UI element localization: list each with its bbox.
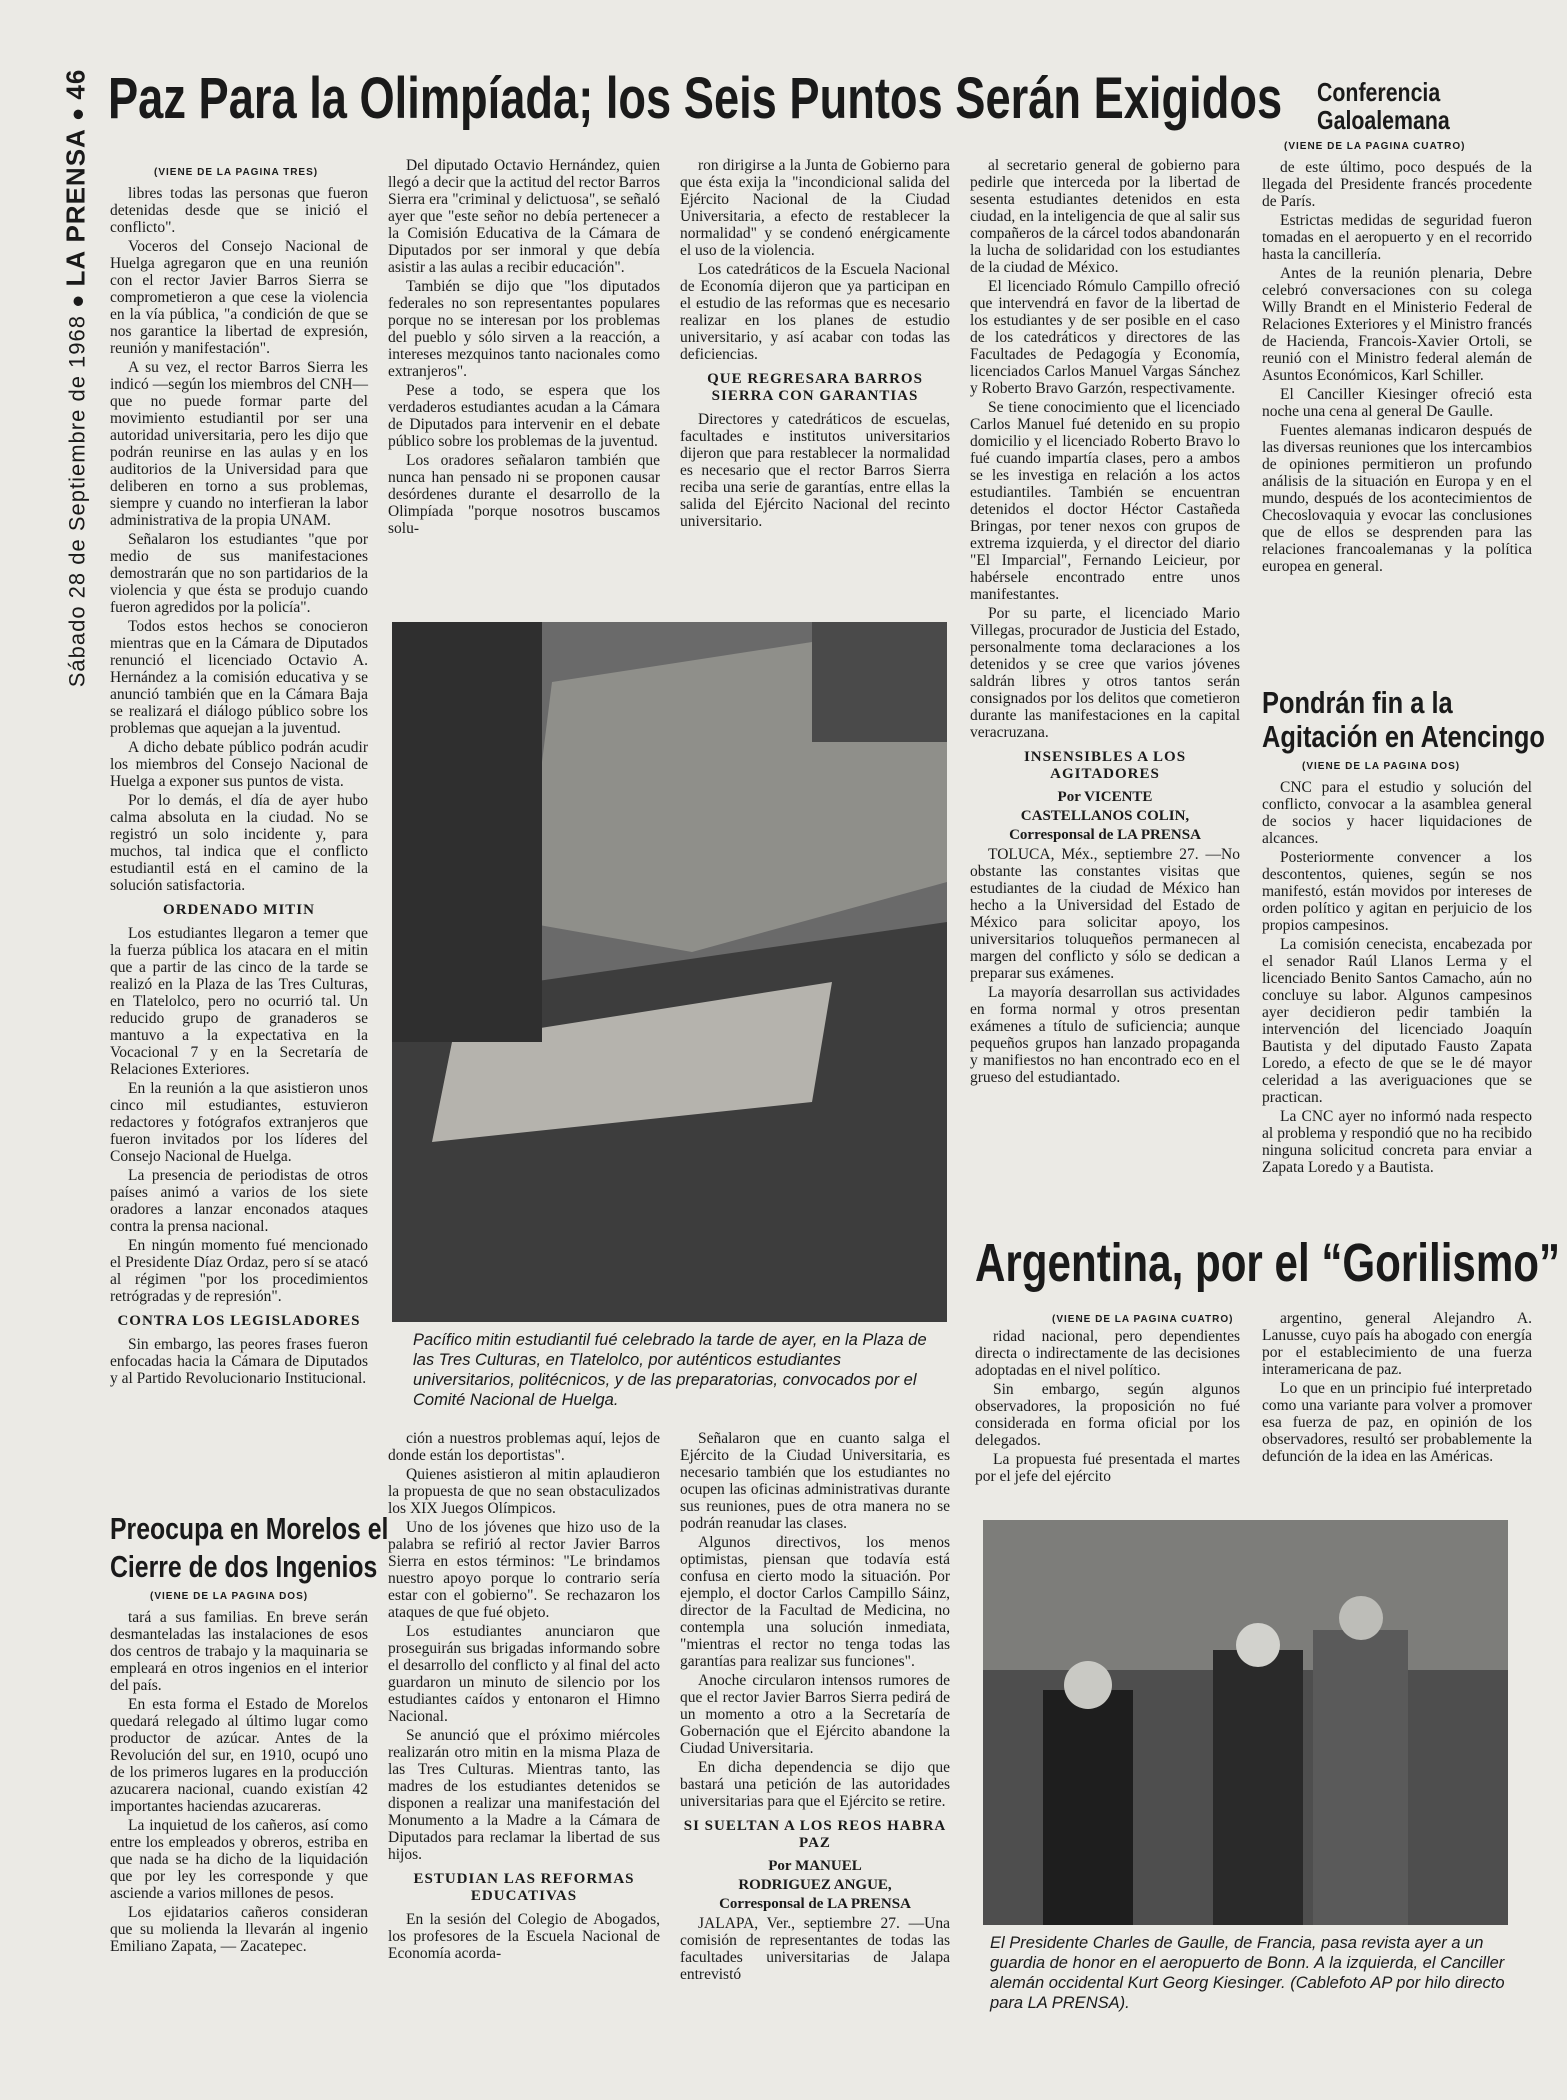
paragraph: En dicha dependencia se dijo que bastará una petición de las autoridades universitarias para que el Ejército se retire. bbox=[680, 1759, 950, 1810]
paragraph: Los estudiantes anunciaron que proseguirán sus brigadas informando sobre el desarrollo del conflicto y al final del acto guardaron un minuto de silencio por los estudiantes caídos y entonaron el Himno Nacional. bbox=[388, 1623, 660, 1725]
article-column-4 bbox=[970, 157, 1240, 1088]
paragraph: Los ejidatarios cañeros consideran que su molienda la llevarán al ingenio Emiliano Zapata, — Zacatepec. bbox=[110, 1904, 368, 1955]
paragraph: Los estudiantes llegaron a temer que la fuerza pública los atacara en el mitin que a partir de las cinco de la tarde se realizó en la Plaza de las Tres Culturas, en Tlatelolco, pero no ocurrió tal. Un reducido grupo de granaderos se mantuvo a la expectativa en la Vocacional 7 y en la Secretaría de Relaciones Exteriores. bbox=[110, 925, 368, 1078]
subheading: QUE REGRESARA BARROS SIERRA CON GARANTIAS bbox=[707, 371, 923, 404]
paragraph: Sin embargo, según algunos observadores, la proposición no fué considerada en forma oficial por los delegados. bbox=[975, 1381, 1240, 1449]
byline: Corresponsal de LA PRENSA bbox=[1009, 827, 1201, 843]
paragraph: Por su parte, el licenciado Mario Villegas, procurador de Justicia del Estado, personalmente toma declaraciones a los detenidos y se cree que varios jóvenes saldrán libres y otros tantos serán consignados por los delitos que cometieron durante las manifestaciones en la capital veracruzana. bbox=[970, 605, 1240, 741]
paragraph: En esta forma el Estado de Morelos quedará relegado al último lugar como productor de azúcar. Antes de la Revolución del sur, en 1910, ocupó uno de los primeros lugares en la producción azucarera nacional, cuando existían 42 importantes haciendas azucareras. bbox=[110, 1696, 368, 1815]
main-headline: Paz Para la Olimpíada; los Seis Puntos Serán Exigidos bbox=[108, 66, 1283, 131]
subheading: INSENSIBLES A LOS AGITADORES bbox=[1023, 749, 1187, 782]
byline: CASTELLANOS COLIN, bbox=[1020, 808, 1190, 824]
paragraph: JALAPA, Ver., septiembre 27. —Una comisión de representantes de todas las facultades universitarias de Jalapa entrevistó bbox=[680, 1915, 950, 1983]
paragraph: Señalaron los estudiantes "que por medio de sus manifestaciones demostrarán que no son partidarios de la violencia y que ésta se produjo cuando fueron agredidos por la policía". bbox=[110, 531, 368, 616]
paragraph: Señalaron que en cuanto salga el Ejército de la Ciudad Universitaria, es necesario también que los estudiantes no ocupen las oficinas administrativas durante sus reuniones, pues de otra manera no se podrán reanudar las clases. bbox=[680, 1430, 950, 1532]
page-sidebar bbox=[58, 68, 94, 688]
paragraph: La mayoría desarrollan sus actividades en forma normal y otros presentan exámenes a título de suficiencia; aunque pequeños grupos han lanzado propaganda y manifiestos no han encontrado eco en el grueso del estudiantado. bbox=[970, 984, 1240, 1086]
paragraph: argentino, general Alejandro A. Lanusse, cuyo país ha abogado con energía por el establecimiento de una fuerza interamericana de paz. bbox=[1262, 1310, 1532, 1378]
paragraph: En ningún momento fué mencionado el Presidente Díaz Ordaz, pero sí se atacó al régimen "por los procedimientos retrógradas y de represión". bbox=[110, 1237, 368, 1305]
paragraph: Del diputado Octavio Hernández, quien llegó a decir que la actitud del rector Barros Sierra era "criminal y delictuosa", se señaló ayer que "este señor no debía pertenecer a la Comisión Educativa de la Cámara de Diputados por ser inmoral y que debía asistir a las aulas a recibir educación". bbox=[388, 157, 660, 276]
article-conferencia bbox=[1262, 78, 1532, 577]
paragraph: libres todas las personas que fueron detenidas desde que se inició el conflicto". bbox=[110, 185, 368, 236]
article-column-2-continued bbox=[388, 1430, 660, 1964]
paragraph: Lo que en un principio fué interpretado como una variante para volver a promover esa fuerza de paz, en opinión de los observadores, resultó ser probablemente la defunción de la idea en las Américas. bbox=[1262, 1380, 1532, 1465]
photo-caption: Pacífico mitin estudiantil fué celebrado la tarde de ayer, en la Plaza de las Tres Culturas, en Tlatelolco, por auténticos estudiantes universitarios, politécnicos, y de las preparatorias, convocados por el Comité Nacional de Huelga. bbox=[413, 1331, 927, 1409]
paragraph: ron dirigirse a la Junta de Gobierno para que ésta exija la "incondicional salida del Ejército Nacional de la Ciudad Universitaria, a efecto de restablecer la normalidad" y se condenó enérgicamente el uso de la violencia. bbox=[680, 157, 950, 259]
article-headline: Cierre de dos Ingenios bbox=[110, 1549, 378, 1584]
page-number: 46 bbox=[60, 68, 91, 100]
paragraph: al secretario general de gobierno para pedirle que interceda por la libertad de sesenta estudiantes detenidos en esta ciudad, en la inteligencia de que al salir sus compañeros de la cárcel todos abandonarán la lucha de solidaridad con los estudiantes de la ciudad de México. bbox=[970, 157, 1240, 276]
de-gaulle-photo bbox=[983, 1520, 1508, 1925]
continued-from: (VIENE DE LA PAGINA CUATRO) bbox=[1284, 141, 1466, 152]
paragraph: Algunos directivos, los menos optimistas, piensan que todavía está confusa en cierto modo la situación. Por ejemplo, el doctor Carlos Campillo Sáinz, director de la Facultad de Medicina, no contempla una solución inmediata, "mientras el rector no tenga todas las garantías para realizar sus funciones". bbox=[680, 1534, 950, 1670]
paragraph: La inquietud de los cañeros, así como entre los empleados y obreros, estriba en que nada se ha dicho de la liquidación que por ley les corresponde y que asciende a varios millones de pesos. bbox=[110, 1817, 368, 1902]
continued-from: (VIENE DE LA PAGINA DOS) bbox=[1302, 761, 1461, 772]
paragraph: Sin embargo, las peores frases fueron enfocadas hacia la Cámara de Diputados y al Partido Revolucionario Institucional. bbox=[110, 1336, 368, 1387]
paragraph: Fuentes alemanas indicaron después de las diversas reuniones que los intercambios de opiniones permitieron un profundo análisis de la situación en Europa y en el mundo, después de los acontecimientos de Checoslovaquia y evocar las conclusiones que de ellos se desprenden para las relaciones francoalemanas y la política europea en general. bbox=[1262, 422, 1532, 575]
byline: Por MANUEL bbox=[768, 1858, 862, 1874]
continued-from: (VIENE DE LA PAGINA DOS) bbox=[150, 1591, 309, 1602]
article-atencingo bbox=[1262, 685, 1545, 1178]
paragraph: ción a nuestros problemas aquí, lejos de donde están los deportistas". bbox=[388, 1430, 660, 1464]
paragraph: Posteriormente convencer a los descontentos, quienes, según se nos manifestó, están movidos por intereses de orden político y agitan en perjuicio de los propios campesinos. bbox=[1262, 849, 1532, 934]
article-headline: Galoalemana bbox=[1317, 105, 1450, 135]
paragraph: La comisión cenecista, encabezada por el senador Raúl Llanos Lerma y el licenciado Benito Santos Camacho, aún no concluye su labor. Algunos campesinos ayer decidieron pedir también la intervención del licenciado Joaquín Bautista y del diputado Fausto Zapata Loredo, a efecto de que se le dé mayor celeridad a las averiguaciones que se practican. bbox=[1262, 936, 1532, 1106]
paragraph: A su vez, el rector Barros Sierra les indicó —según los miembros del CNH— que no puede formar parte del movimiento estudiantil por ser una autoridad universitaria, pero les dijo que podrán reunirse en las aulas y en los auditorios de la Universidad para que deliberen en torno a sus problemas, siempre y cuando no interfieran la labor administrativa de la propia UNAM. bbox=[110, 359, 368, 529]
paragraph: ridad nacional, pero dependientes directa o indirectamente de las decisiones adoptadas en el nivel político. bbox=[975, 1328, 1240, 1379]
sidebar-line bbox=[61, 69, 92, 688]
byline: Por VICENTE bbox=[1057, 789, 1153, 805]
paragraph: Anoche circularon intensos rumores de que el rector Javier Barros Sierra pedirá de un momento a otro a la Secretaría de Gobernación que el Ejército abandone la Ciudad Universitaria. bbox=[680, 1672, 950, 1757]
paragraph: Uno de los jóvenes que hizo uso de la palabra se refirió al rector Javier Barros Sierra en estos términos: "Le brindamos nuestro apoyo porque lo contrario sería estar con el gobierno". Se rechazaron los ataques de que fué objeto. bbox=[388, 1519, 660, 1621]
paragraph: Quienes asistieron al mitin aplaudieron la propuesta de que no sean obstaculizados los XIX Juegos Olímpicos. bbox=[388, 1466, 660, 1517]
article-headline: Preocupa en Morelos el bbox=[110, 1511, 389, 1546]
paragraph: El Canciller Kiesinger ofreció esta noche una cena al general De Gaulle. bbox=[1262, 386, 1532, 420]
paragraph: Los catedráticos de la Escuela Nacional de Economía dijeron que ya participan en el estudio de las reformas que es necesario realizar en los planes de estudio universitario, y así acabar con todas las deficiencias. bbox=[680, 261, 950, 363]
separator-dot: ● bbox=[64, 106, 90, 122]
article-column-2 bbox=[388, 157, 660, 539]
paragraph: Directores y catedráticos de escuelas, facultades e institutos universitarios dijeron que para restablecer la normalidad es necesario que el rector Barros Sierra reciba una serie de garantías, entre ellas la salida del Ejército Nacional del recinto universitario. bbox=[680, 411, 950, 530]
subheading: SI SUELTAN A LOS REOS HABRA PAZ bbox=[683, 1818, 947, 1851]
article-headline: Pondrán fin a la bbox=[1262, 685, 1453, 720]
paragraph: TOLUCA, Méx., septiembre 27. —No obstante las constantes visitas que estudiantes de la ciudad de México han hecho a la Universidad del Estado de México para solicitar apoyo, los universitarios toluqueños permanecen al margen del conflicto y sólo se dedican a preparar sus exámenes. bbox=[970, 846, 1240, 982]
paragraph: Voceros del Consejo Nacional de Huelga agregaron que en una reunión con el rector Javier Barros Sierra se comprometieron a que cese la violencia en la vía pública, "a condición de que se nos garantice la libertad de expresión, reunión y manifestación". bbox=[110, 238, 368, 357]
article-column-1 bbox=[110, 160, 368, 1389]
article-column-3-continued bbox=[680, 1430, 950, 1985]
paragraph: El licenciado Rómulo Campillo ofreció que intervendrá en favor de la libertad de los estudiantes y de ser posible en el caso de los catedráticos y directores de las Facultades de Pedagogía y Economía, licenciados Carlos Manuel Vargas Sánchez y Roberto Bravo Garzón, respectivamente. bbox=[970, 278, 1240, 397]
student-rally-photo bbox=[392, 622, 947, 1322]
continued-from: (VIENE DE LA PAGINA CUATRO) bbox=[1052, 1314, 1234, 1325]
byline: RODRIGUEZ ANGUE, bbox=[738, 1877, 892, 1893]
paragraph: La propuesta fué presentada el martes por el jefe del ejército bbox=[975, 1451, 1240, 1485]
byline: Corresponsal de LA PRENSA bbox=[719, 1896, 911, 1912]
paragraph: También se dijo que "los diputados federales no son representantes populares porque no se interesan por los problemas del pueblo y sólo sirven a la reacción, a intereses mezquinos tanto nacionales como extranjeros". bbox=[388, 278, 660, 380]
rally-photo-image bbox=[392, 622, 947, 1322]
paragraph: Se anunció que el próximo miércoles realizarán otro mitin en la misma Plaza de las Tres Culturas. Mientras tanto, las madres de los estudiantes detenidos se disponen a realizar una manifestación del Monumento a la Madre a la Cámara de Diputados para reclamar la libertad de sus hijos. bbox=[388, 1727, 660, 1863]
continued-from: (VIENE DE LA PAGINA TRES) bbox=[154, 167, 319, 178]
photo-caption: El Presidente Charles de Gaulle, de Francia, pasa revista ayer a un guardia de honor en el aeropuerto de Bonn. A la izquierda, el Canciller alemán occidental Kurt Georg Kiesinger. (Cablefoto AP por hilo directo para LA PRENSA). bbox=[990, 1934, 1505, 2012]
article-morelos bbox=[110, 1508, 389, 1957]
paragraph: En la reunión a la que asistieron unos cinco mil estudiantes, estuvieron redactores y fotógrafos extranjeros que fueron invitados por los líderes del Consejo Nacional de Huelga. bbox=[110, 1080, 368, 1165]
subheading: ESTUDIAN LAS REFORMAS EDUCATIVAS bbox=[413, 1871, 635, 1904]
article-headline: Agitación en Atencingo bbox=[1262, 719, 1545, 754]
de-gaulle-photo-image bbox=[983, 1520, 1508, 1925]
paragraph: Los oradores señalaron también que nunca han pensado ni se proponen causar desórdenes durante el desarrollo de la Olimpíada "porque nosotros buscamos solu- bbox=[388, 452, 660, 537]
paragraph: A dicho debate público podrán acudir los miembros del Consejo Nacional de Huelga a exponer sus puntos de vista. bbox=[110, 739, 368, 790]
article-argentina-col-a bbox=[975, 1328, 1240, 1487]
subheading: ORDENADO MITIN bbox=[163, 902, 315, 918]
paragraph: Antes de la reunión plenaria, Debre celebró conversaciones con su colega Willy Brandt en el Ministerio Federal de Relaciones Exteriores y el Ministro francés de Hacienda, Francois-Xavier Ortoli, se reunió con el Ministro federal alemán de Asuntos Económicos, Karl Schiller. bbox=[1262, 265, 1532, 384]
issue-date: Sábado 28 de Septiembre de 1968 bbox=[64, 315, 90, 688]
paragraph: Por lo demás, el día de ayer hubo calma absoluta en la ciudad. No se registró un solo incidente y, para muchos, tal indica que el conflicto estudiantil está en el camino de la solución satisfactoria. bbox=[110, 792, 368, 894]
paragraph: Se tiene conocimiento que el licenciado Carlos Manuel fué detenido en su propio domicilio y el licenciado Roberto Bravo lo fué cuando impartía clases, pero a ambos se les investiga en relación a los actos estudiantiles. También se encuentran detenidos el doctor Héctor Castañeda Bringas, por tener nexos con grupos de extrema izquierda, y el director del diario "El Imparcial", Fernando Leicieur, por habérsele encontrado entre unos manifestantes. bbox=[970, 399, 1240, 603]
article-column-3 bbox=[680, 157, 950, 532]
paragraph: Pese a todo, se espera que los verdaderos estudiantes acudan a la Cámara de Diputados para intervenir en el debate público sobre los problemas de la juventud. bbox=[388, 382, 660, 450]
paragraph: Estrictas medidas de seguridad fueron tomadas en el aeropuerto y en el recorrido hasta la cancillería. bbox=[1262, 212, 1532, 263]
paragraph: En la sesión del Colegio de Abogados, los profesores de la Escuela Nacional de Economía acorda- bbox=[388, 1911, 660, 1962]
paragraph: de este último, poco después de la llegada del Presidente francés procedente de París. bbox=[1262, 159, 1532, 210]
subheading: CONTRA LOS LEGISLADORES bbox=[117, 1313, 361, 1329]
paragraph: Todos estos hechos se conocieron mientras que en la Cámara de Diputados renunció el licenciado Octavio A. Hernández a la comisión educativa y se anunció también que en la Cámara Baja se realizará el diálogo público sobre los problemas que aquejan a la juventud. bbox=[110, 618, 368, 737]
article-argentina-col-b bbox=[1262, 1310, 1532, 1467]
paragraph: CNC para el estudio y solución del conflicto, convocar a la asamblea general de socios y hacer liquidaciones de alcances. bbox=[1262, 779, 1532, 847]
article-headline-argentina: Argentina, por el “Gorilismo” bbox=[975, 1233, 1561, 1293]
separator-dot: ● bbox=[64, 293, 90, 308]
paragraph: La presencia de periodistas de otros países animó a varios de los siete oradores a lanzar enconados ataques contra la prensa nacional. bbox=[110, 1167, 368, 1235]
newspaper-name: LA PRENSA bbox=[60, 128, 91, 287]
article-headline: Conferencia bbox=[1317, 77, 1441, 107]
paragraph: tará a sus familias. En breve serán desmanteladas las instalaciones de esos dos centros de trabajo y la maquinaria se empleará en otros ingenios en el interior del país. bbox=[110, 1609, 368, 1694]
paragraph: La CNC ayer no informó nada respecto al problema y respondió que no ha recibido ninguna solicitud concreta para enviar a Zapata Loredo y a Bautista. bbox=[1262, 1108, 1532, 1176]
